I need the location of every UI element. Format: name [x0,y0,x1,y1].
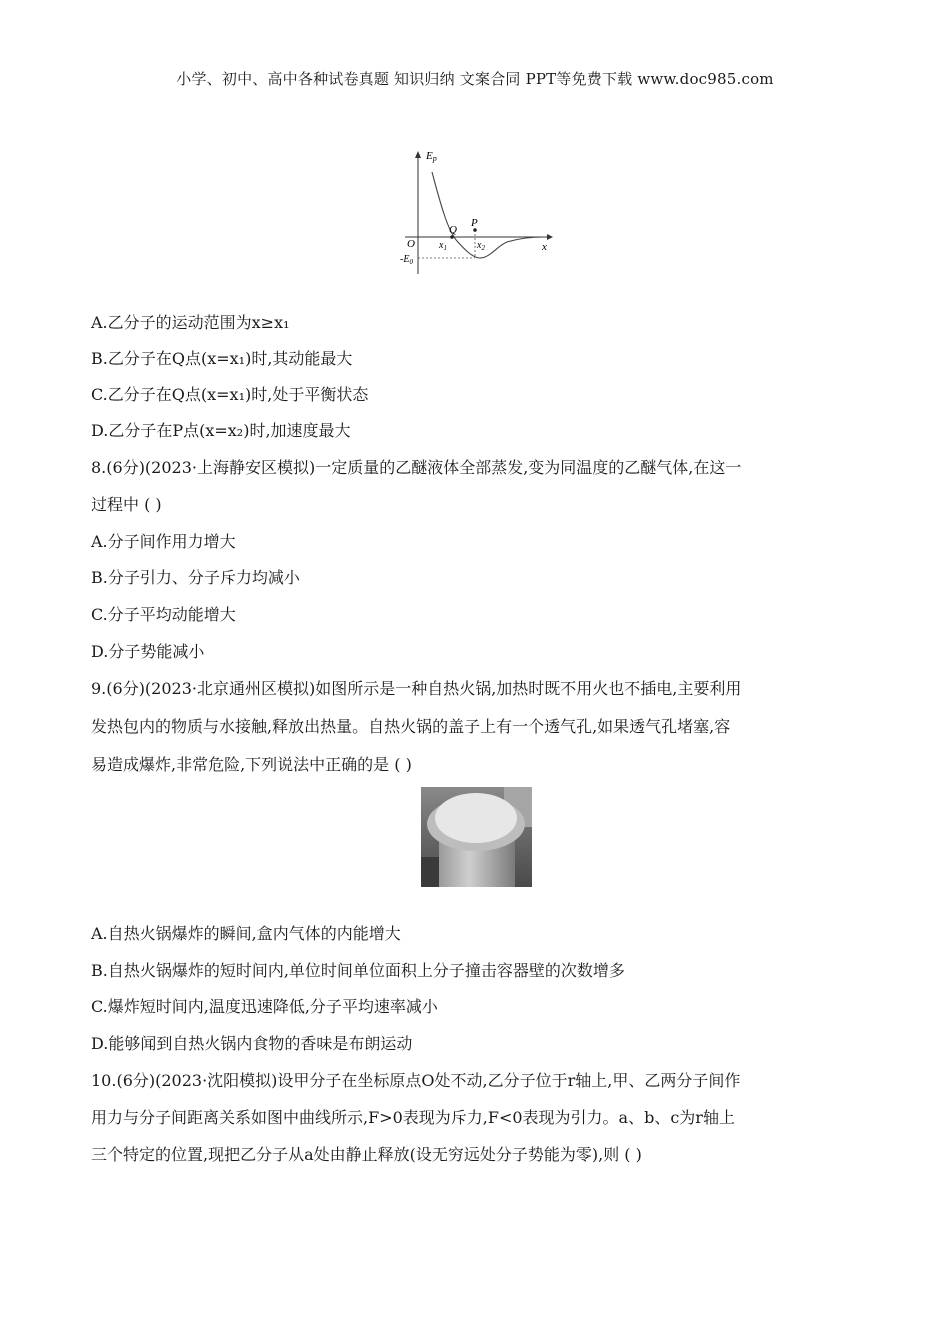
q7-option-d: D.乙分子在P点(x=x₂)时,加速度最大 [91,421,351,440]
x2-label: $x_2$ [477,240,485,252]
q9-stem-line2: 发热包内的物质与水接触,释放出热量。自热火锅的盖子上有一个透气孔,如果透气孔堵塞,容 [91,717,731,736]
self-heating-hotpot-photo [421,787,532,887]
q9-stem-line3: 易造成爆炸,非常危险,下列说法中正确的是 ( ) [91,755,412,774]
point-q-label: Q [449,224,457,236]
origin-label: O [407,238,415,250]
q9-option-c: C.爆炸短时间内,温度迅速降低,分子平均速率减小 [91,997,438,1016]
q9-stem-line1: 9.(6分)(2023·北京通州区模拟)如图所示是一种自热火锅,加热时既不用火也不插电,主要利用 [91,679,742,698]
q8-option-b: B.分子引力、分子斥力均减小 [91,568,300,587]
q9-option-b: B.自热火锅爆炸的短时间内,单位时间单位面积上分子撞击容器壁的次数增多 [91,961,625,980]
q8-stem-line1: 8.(6分)(2023·上海静安区模拟)一定质量的乙醚液体全部蒸发,变为同温度的乙醚气体,在这一 [91,458,742,477]
x1-label: $x_1$ [439,240,447,252]
q9-option-d: D.能够闻到自热火锅内食物的香味是布朗运动 [91,1034,413,1053]
q9-option-a: A.自热火锅爆炸的瞬间,盒内气体的内能增大 [91,924,401,943]
q7-option-a: A.乙分子的运动范围为x≥x₁ [91,313,290,332]
y-axis-label: Ep [426,150,437,163]
q8-option-c: C.分子平均动能增大 [91,605,236,624]
q7-option-c: C.乙分子在Q点(x=x₁)时,处于平衡状态 [91,385,369,404]
q7-option-b: B.乙分子在Q点(x=x₁)时,其动能最大 [91,349,353,368]
page-header: 小学、初中、高中各种试卷真题 知识归纳 文案合同 PPT等免费下载 www.doc985.com [176,70,774,88]
q10-stem-line1: 10.(6分)(2023·沈阳模拟)设甲分子在坐标原点O处不动,乙分子位于r轴上,甲、乙两分子间作 [91,1071,741,1090]
x-axis-arrow [547,234,553,240]
q10-stem-line3: 三个特定的位置,现把乙分子从a处由静止释放(设无穷远处分子势能为零),则 ( ) [91,1145,642,1164]
minus-e0-label: $-E_0$ [400,254,413,266]
q10-stem-line2: 用力与分子间距离关系如图中曲线所示,F>0表现为斥力,F<0表现为引力。a、b、c为r轴上 [91,1108,735,1127]
q8-option-a: A.分子间作用力增大 [91,532,236,551]
q8-option-d: D.分子势能减小 [91,642,205,661]
ep-curve [432,172,545,258]
y-axis-arrow [415,151,421,158]
point-p-label: P [471,217,478,229]
x-axis-label: x [542,241,547,253]
q8-stem-line2: 过程中 ( ) [91,495,162,514]
potential-energy-graph [395,146,565,276]
